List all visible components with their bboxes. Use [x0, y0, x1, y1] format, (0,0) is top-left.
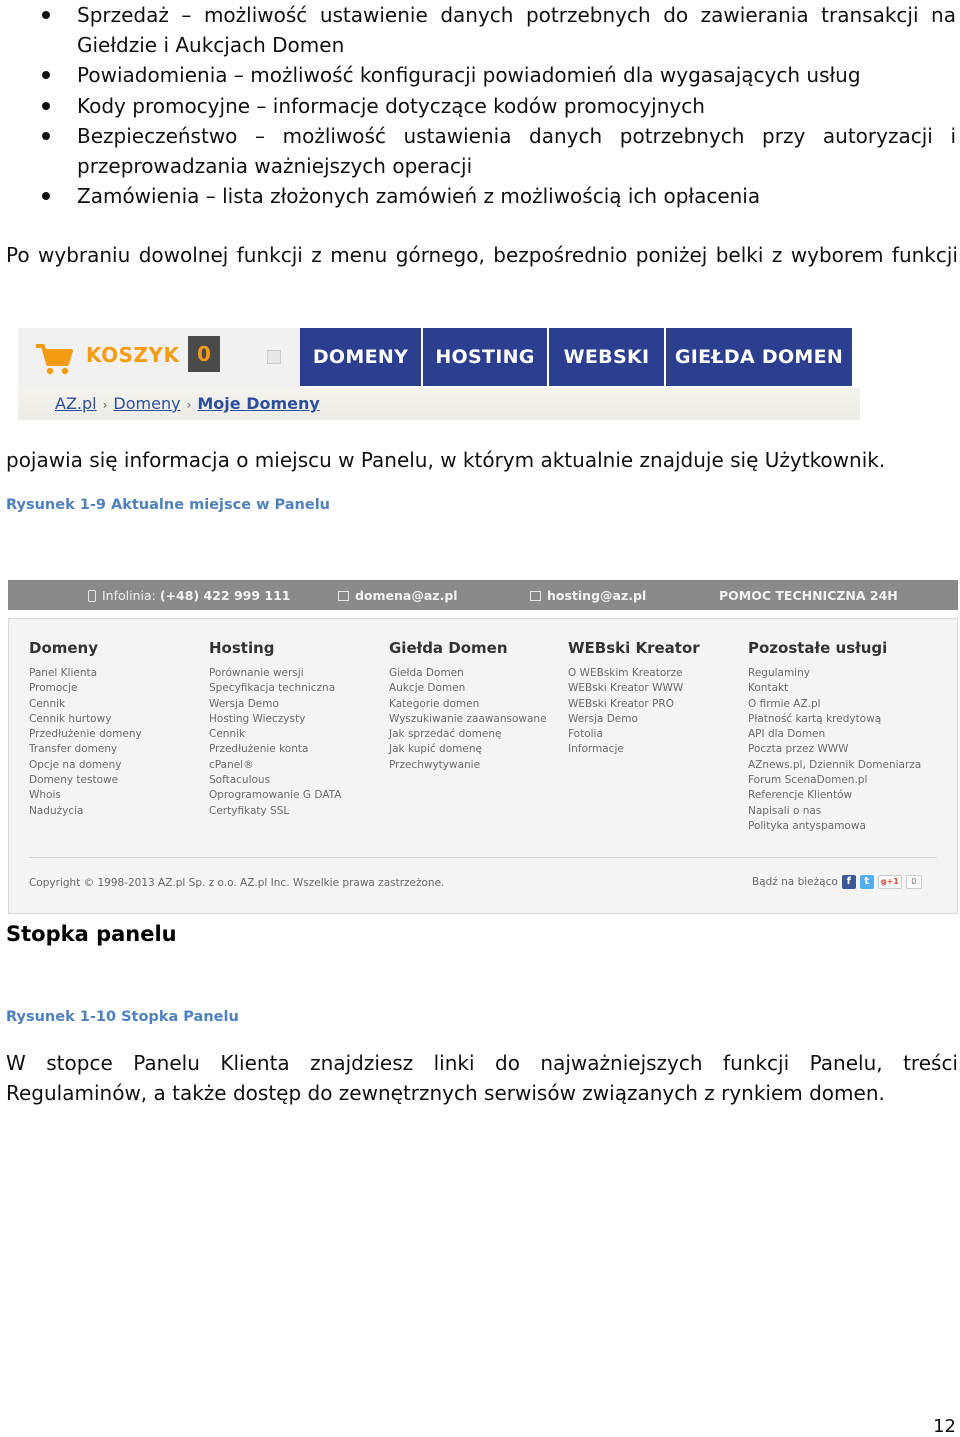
figure-panel-footer	[8, 580, 958, 914]
footer-link[interactable]: Certyfikaty SSL	[209, 804, 290, 817]
footer-column-title: Domeny	[29, 639, 99, 657]
footer-link[interactable]: Jak kupić domenę	[389, 743, 482, 756]
nav-domeny[interactable]: DOMENY	[300, 328, 421, 386]
figure-caption: Rysunek 1-10 Stopka Panelu	[6, 1009, 239, 1025]
footer-link[interactable]: Specyfikacja techniczna	[209, 682, 336, 695]
email-hosting[interactable]: hosting@az.pl	[530, 588, 646, 603]
footer-link[interactable]: Hosting Wieczysty	[209, 712, 306, 725]
footer-link[interactable]: Cennik	[29, 697, 66, 710]
copyright: Copyright © 1998-2013 AZ.pl Sp. z o.o. AZ.pl Inc. Wszelkie prawa zastrzeżone.	[29, 877, 445, 889]
footer-column-gielda	[389, 639, 547, 773]
footer-link[interactable]: Wersja Demo	[568, 712, 638, 725]
list-item: Kody promocyjne – informacje dotyczące kodów promocyjnych	[0, 91, 960, 121]
footer-link[interactable]: Panel Klienta	[29, 667, 98, 679]
email-domena[interactable]: domena@az.pl	[338, 588, 458, 603]
section-heading: Stopka panelu	[6, 922, 177, 946]
footer-link[interactable]: Cennik hurtowy	[29, 712, 112, 725]
envelope-icon	[338, 591, 349, 601]
footer-link[interactable]: Regulaminy	[748, 667, 810, 679]
footer-link[interactable]: Przechwytywanie	[389, 758, 481, 771]
footer-link[interactable]: Nadużycia	[29, 804, 84, 817]
twitter-icon[interactable]: t	[860, 875, 874, 889]
figure-caption: Rysunek 1-9 Aktualne miejsce w Panelu	[6, 497, 330, 513]
list-item: Zamówienia – lista złożonych zamówień z możliwością ich opłacenia	[0, 181, 960, 211]
facebook-icon[interactable]: f	[842, 875, 856, 889]
page-number: 12	[933, 1416, 956, 1437]
footer-description-paragraph: W stopce Panelu Klienta znajdziesz linki do najważniejszych funkcji Panelu, treści Regulaminów, a także dostęp do zewnętrznych serwisów związanych z rynkiem domen.	[6, 1051, 958, 1105]
nav-gielda-domen[interactable]: GIEŁDA DOMEN	[666, 328, 852, 386]
footer-divider	[29, 857, 937, 858]
envelope-icon	[530, 591, 541, 601]
footer-link[interactable]: Wyszukiwanie zaawansowane	[389, 712, 547, 725]
list-item: Sprzedaż – możliwość ustawienie danych potrzebnych do zawierania transakcji na Giełdzie i Aukcjach Domen	[0, 0, 960, 60]
footer-links-box	[8, 618, 958, 914]
footer-link[interactable]: Płatność kartą kredytową	[748, 712, 882, 725]
footer-column-title: Pozostałe usługi	[748, 639, 888, 657]
footer-link[interactable]: Cennik	[209, 728, 246, 741]
footer-link[interactable]: Poczta przez WWW	[748, 743, 849, 756]
footer-link[interactable]: O firmie AZ.pl	[748, 697, 821, 710]
footer-link[interactable]: Kategorie domen	[389, 697, 480, 710]
bullet-dot	[42, 102, 50, 110]
footer-column-title: WEBski Kreator	[568, 639, 700, 657]
dropdown-toggle-icon[interactable]	[267, 350, 281, 364]
footer-column-hosting	[209, 639, 341, 819]
footer-link[interactable]: WEBski Kreator PRO	[568, 697, 674, 710]
footer-link[interactable]: Softaculous	[209, 774, 271, 787]
footer-link[interactable]: Kontakt	[748, 682, 789, 695]
footer-link[interactable]: Oprogramowanie G DATA	[209, 789, 342, 802]
footer-top-bar	[8, 580, 958, 610]
footer-link[interactable]: Porównanie wersji	[209, 667, 304, 679]
cart-widget[interactable]	[18, 328, 300, 388]
breadcrumb-current[interactable]: Moje Domeny	[197, 394, 320, 413]
list-item: Powiadomienia – możliwość konfiguracji powiadomień dla wygasających usług	[0, 60, 960, 90]
share-count-badge: 0	[906, 875, 922, 889]
breadcrumb-domeny[interactable]: Domeny	[113, 394, 181, 413]
footer-link[interactable]: API dla Domen	[748, 728, 826, 741]
footer-link[interactable]: Whois	[29, 789, 61, 802]
bullet-dot	[42, 132, 50, 140]
cart-count-badge: 0	[188, 336, 220, 372]
footer-link[interactable]: O WEBskim Kreatorze	[568, 667, 683, 679]
bullet-dot	[42, 71, 50, 79]
list-item: Bezpieczeństwo – możliwość ustawienia danych potrzebnych przy autoryzacji i przeprowadzania ważniejszych operacji	[0, 121, 960, 181]
footer-link[interactable]: Jak sprzedać domenę	[389, 728, 502, 741]
footer-link[interactable]: Fotolia	[568, 728, 603, 741]
phone-icon	[88, 590, 96, 602]
main-nav	[300, 328, 854, 386]
location-paragraph: pojawia się informacja o miejscu w Panelu, w którym aktualnie znajduje się Użytkownik.	[6, 448, 886, 472]
breadcrumb-separator-icon: ›	[186, 398, 192, 412]
social-links	[752, 875, 922, 889]
breadcrumb-home[interactable]: AZ.pl	[55, 394, 97, 413]
footer-link[interactable]: Transfer domeny	[29, 743, 118, 756]
footer-link[interactable]: Wersja Demo	[209, 697, 279, 710]
footer-link[interactable]: Referencje Klientów	[748, 789, 853, 802]
footer-link[interactable]: Opcje na domeny	[29, 758, 122, 771]
footer-link[interactable]: cPanel®	[209, 758, 254, 771]
bullet-list	[0, 0, 960, 211]
breadcrumb	[55, 394, 320, 413]
breadcrumb-separator-icon: ›	[102, 398, 108, 412]
footer-column-title: Giełda Domen	[389, 639, 508, 657]
footer-column-domeny	[29, 639, 142, 819]
cart-icon	[34, 340, 74, 376]
footer-link[interactable]: Aukcje Domen	[389, 682, 466, 695]
footer-link[interactable]: Forum ScenaDomen.pl	[748, 774, 868, 787]
footer-link[interactable]: Informacje	[568, 743, 624, 756]
footer-link[interactable]: Domeny testowe	[29, 774, 119, 787]
nav-webski[interactable]: WEBSKI	[549, 328, 664, 386]
footer-link[interactable]: Giełda Domen	[389, 667, 464, 679]
intro-paragraph: Po wybraniu dowolnej funkcji z menu górnego, bezpośrednio poniżej belki z wyborem funkcji	[6, 243, 958, 267]
support-label: POMOC TECHNICZNA 24H	[719, 588, 898, 603]
footer-link[interactable]: Napisali o nas	[748, 804, 822, 817]
social-label: Bądź na bieżąco	[752, 876, 838, 888]
bullet-dot	[42, 192, 50, 200]
hotline: Infolinia: (+48) 422 999 111	[88, 588, 291, 603]
google-plus-icon[interactable]: g+1	[878, 875, 902, 889]
footer-column-pozostale	[748, 639, 921, 834]
footer-column-webski	[568, 639, 700, 758]
bullet-dot	[42, 11, 50, 19]
footer-link[interactable]: WEBski Kreator WWW	[568, 682, 684, 695]
footer-link[interactable]: Polityka antyspamowa	[748, 819, 866, 832]
footer-column-title: Hosting	[209, 639, 275, 657]
footer-link[interactable]: Promocje	[29, 682, 78, 695]
nav-hosting[interactable]: HOSTING	[423, 328, 547, 386]
footer-link[interactable]: Przedłużenie konta	[209, 743, 309, 756]
footer-link[interactable]: Przedłużenie domeny	[29, 728, 142, 741]
footer-link[interactable]: AZnews.pl, Dziennik Domeniarza	[748, 758, 922, 771]
figure-navigation-bar	[18, 328, 860, 420]
cart-label: KOSZYK	[86, 343, 180, 367]
